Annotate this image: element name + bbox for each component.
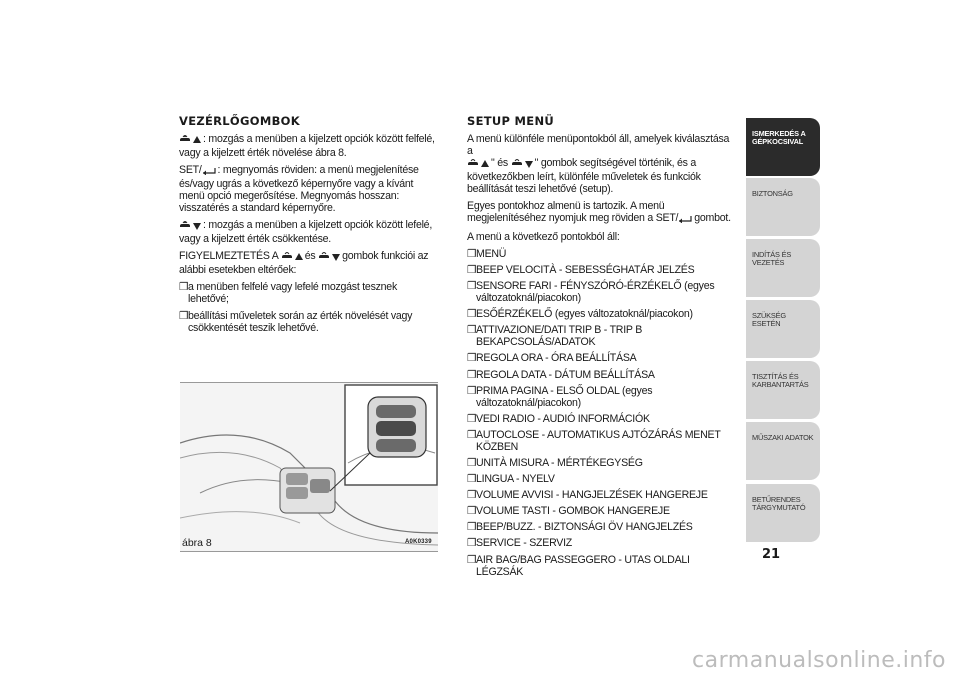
setup-menu-item: ❒ATTIVAZIONE/DATI TRIP B - TRIP B BEKAPCSOLÁS/ADATOK [467,324,643,349]
setup-menu-item: ❒REGOLA DATA - DÁTUM BEÁLLÍTÁSA [467,368,655,381]
setup-menu-item: ❒VOLUME AVVISI - HANGJELZÉSEK HANGEREJE [467,489,708,502]
down-triangle-icon [332,252,340,264]
up-triangle-icon [193,135,201,147]
watermark: carmanualsonline.info [692,648,946,673]
section-heading-controls: VEZÉRLŐGOMBOK [179,114,300,128]
phone-wave-icon [467,158,479,171]
setup-menu-item: ❒REGOLA ORA - ÓRA BEÁLLÍTÁSA [467,352,637,365]
right-column [467,115,737,582]
list-item: ❒beállítási műveletek során az érték növelését vagy csökkentését teszik lehetővé. [179,310,413,334]
setup-menu-item: ❒VEDI RADIO - AUDIÓ INFORMÁCIÓK [467,412,650,425]
chapter-tab[interactable]: TISZTÍTÁS ÉS KARBANTARTÁS [746,361,820,419]
setup-menu-item: ❒AUTOCLOSE - AUTOMATIKUS AJTÓZÁRÁS MENET KÖZBEN [467,428,721,453]
setup-menu-item: ❒SERVICE - SZERVIZ [467,537,573,550]
setup-menu-item: ❒VOLUME TASTI - GOMBOK HANGEREJE [467,505,670,518]
phone-wave-icon [318,251,330,264]
down-button-description: : mozgás a menüben a kijelzett opciók között lefelé, vagy a kijelzett érték csökkentése. [179,219,433,245]
phone-wave-icon [179,134,191,147]
chapter-tab[interactable]: BETŰRENDES TÁRGYMUTATÓ [746,484,820,542]
setup-menu-item: ❒MENÜ [467,248,507,260]
setup-menu-item: ❒PRIMA PAGINA - ELSŐ OLDAL (egyes változatoknál/piacokon) [467,384,653,409]
phone-wave-icon [179,220,191,233]
set-button-description: SET/ : megnyomás röviden: a menü megjelenítése és/vagy ugrás a következő képernyőre vagy a kívánt menü opció megerősítése. Megnyomás hosszan: visszatérés a standard képernyőre. [179,164,419,214]
chapter-tab[interactable]: BIZTONSÁG [746,178,820,236]
setup-menu-item: ❒AIR BAG/BAG PASSEGGERO - UTAS OLDALI LÉGZSÁK [467,553,690,578]
setup-menu-list [467,248,737,578]
submenu-paragraph: Egyes pontokhoz almenü is tartozik. A menü megjelenítéséhez nyomjuk meg röviden a SET/ gombot. [467,200,731,224]
figure-steering-wheel-controls [180,382,438,552]
phone-wave-icon [281,251,293,264]
points-intro: A menü a következő pontokból áll: [467,231,620,243]
figure-caption: ábra 8 [182,537,212,549]
setup-menu-item: ❒BEEP VELOCITÀ - SEBESSÉGHATÁR JELZÉS [467,264,695,277]
up-button-description: : mozgás a menüben a kijelzett opciók között felfelé, vagy a kijelzett érték növelése ábra 8. [179,133,435,159]
down-triangle-icon [193,221,201,233]
return-arrow-icon [678,214,692,226]
down-triangle-icon [525,159,533,171]
chapter-tab[interactable]: SZÜKSÉG ESETÉN [746,300,820,358]
list-item: ❒a menüben felfelé vagy lefelé mozgást tesznek lehetővé; [179,281,397,305]
setup-menu-item: ❒LINGUA - NYELV [467,473,555,486]
setup-menu-item: ❒BEEP/BUZZ. - BIZTONSÁGI ÖV HANGJELZÉS [467,521,693,534]
chapter-tab[interactable]: MŰSZAKI ADATOK [746,422,820,480]
up-triangle-icon [481,159,489,171]
steering-wheel-illustration [180,383,438,551]
warning-paragraph: FIGYELMEZTETÉS A és gombok funkciói az alábbi esetekben eltérőek: [179,250,429,276]
chapter-tab[interactable]: INDÍTÁS ÉS VEZETÉS [746,239,820,297]
page-number: 21 [762,547,781,562]
left-column [179,115,437,339]
figure-code: A0K0339 [405,539,432,545]
section-heading-setup-menu: SETUP MENÜ [467,114,555,128]
setup-menu-item: ❒SENSORE FARI - FÉNYSZÓRÓ-ÉRZÉKELŐ (egyes változatoknál/piacokon) [467,280,715,305]
intro-paragraph: A menü különféle menüpontokból áll, amelyek kiválasztása a " és " gombok segítségével történik, és a következőkben leírt, különféle műveletek és funkciók beállítását teszi lehetővé (setup). [467,133,730,195]
chapter-tab[interactable]: ISMERKEDÉS A GÉPKOCSIVAL [746,118,820,176]
return-arrow-icon [202,166,216,178]
setup-menu-item: ❒UNITÀ MISURA - MÉRTÉKEGYSÉG [467,456,643,469]
phone-wave-icon [511,158,523,171]
setup-menu-item: ❒ESŐÉRZÉKELŐ (egyes változatoknál/piacokon) [467,308,693,321]
up-triangle-icon [295,252,303,264]
